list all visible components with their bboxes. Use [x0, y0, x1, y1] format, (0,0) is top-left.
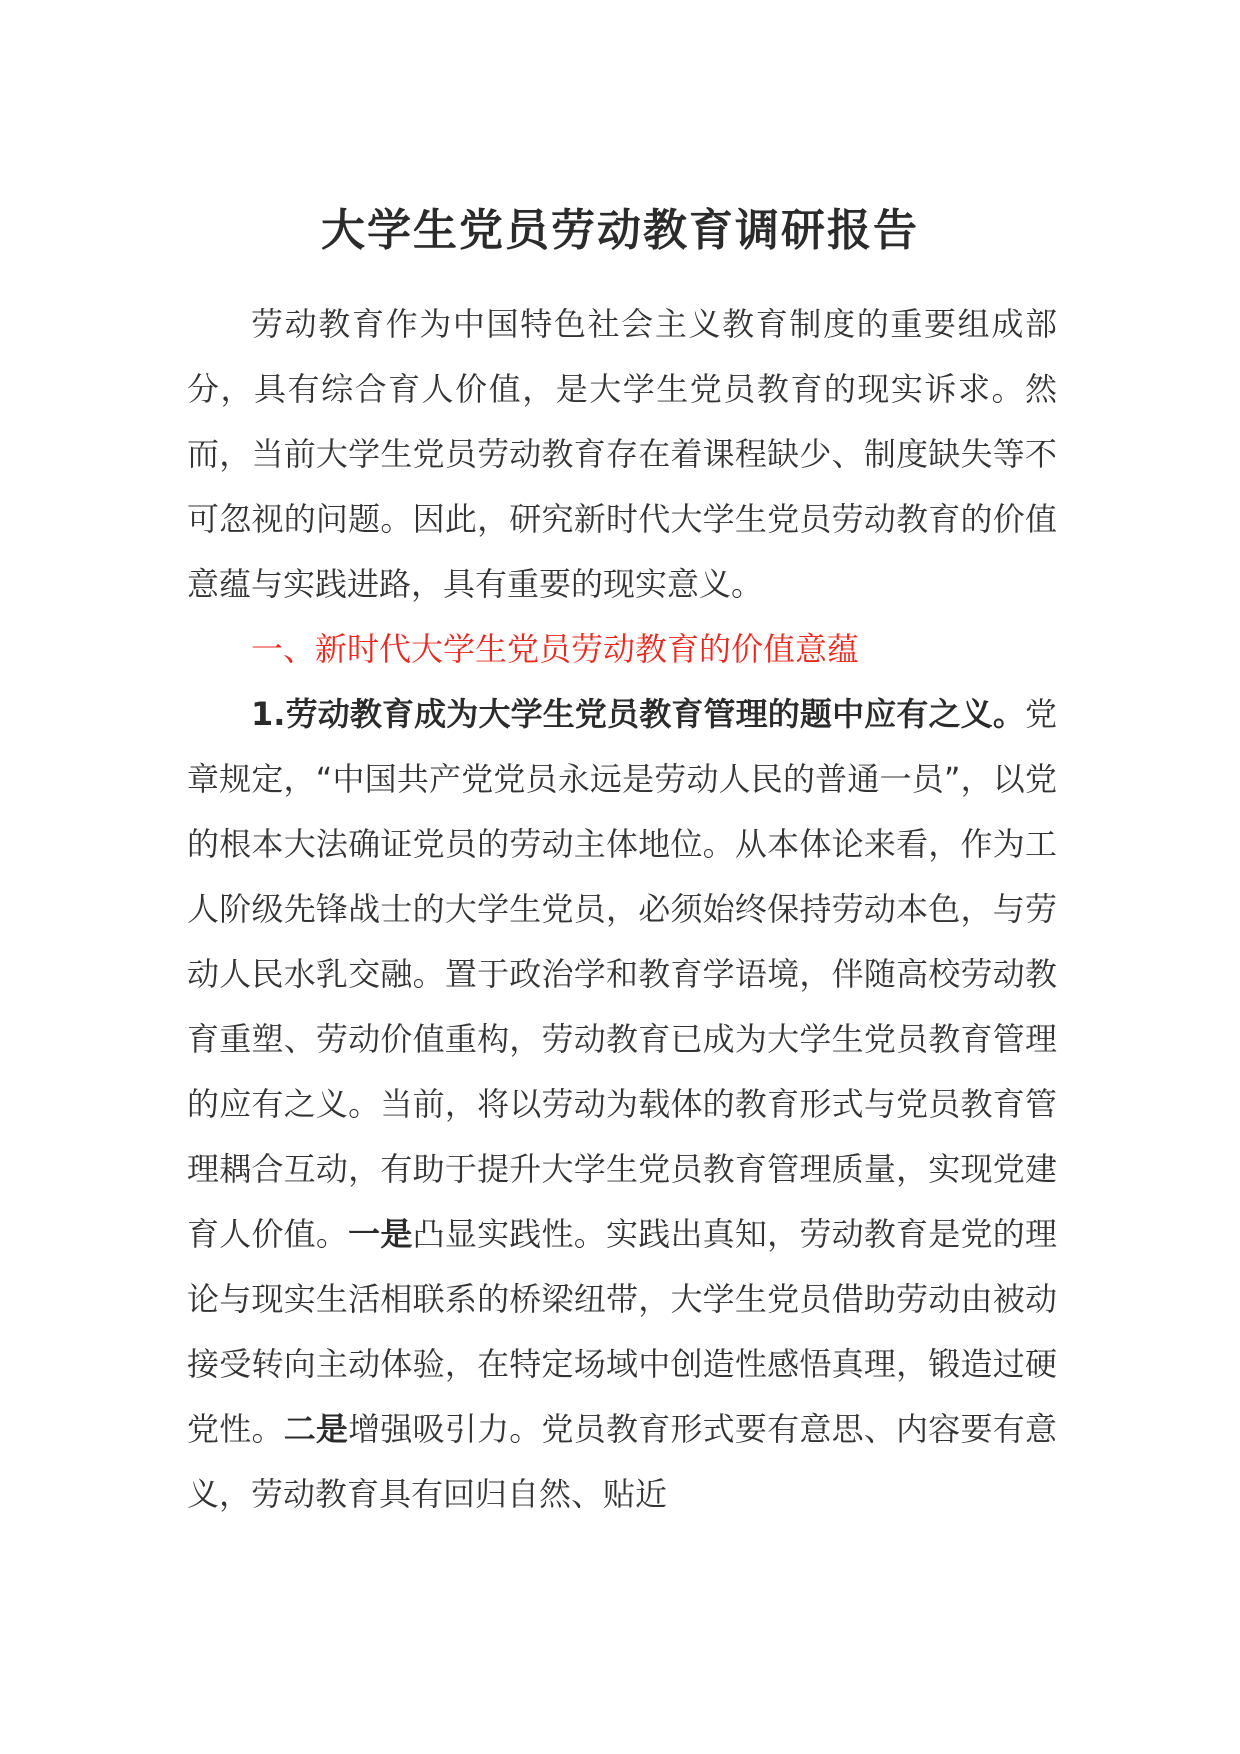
marker-first: 一是: [348, 1215, 413, 1253]
point-1-text-a: 党章规定，“中国共产党党员永远是劳动人民的普通一员”，以党的根本大法确证党员的劳动主体地位。从本体论来看，作为工人阶级先锋战士的大学生党员，必须始终保持劳动本色，与劳动人民水乳交融。置于政治学和教育学语境，伴随高校劳动教育重塑、劳动价值重构，劳动教育已成为大学生党员教育管理的应有之义。当前，将以劳动为载体的教育形式与党员教育管理耦合互动，有助于提升大学生党员教育管理质量，实现党建育人价值。: [187, 695, 1057, 1253]
document-title: 大学生党员劳动教育调研报告: [321, 205, 919, 256]
intro-paragraph: 劳动教育作为中国特色社会主义教育制度的重要组成部分，具有综合育人价值，是大学生党员教育的现实诉求。然而，当前大学生党员劳动教育存在着课程缺少、制度缺失等不可忽视的问题。因此，研究新时代大学生党员劳动教育的价值意蕴与实践进路，具有重要的现实意义。: [187, 305, 1057, 603]
point-1-paragraph: [187, 682, 1057, 1527]
point-1-text-b: 凸显实践性。实践出真知，劳动教育是党的理论与现实生活相联系的桥梁纽带，大学生党员借助劳动由被动接受转向主动体验，在特定场域中创造性感悟真理，锻造过硬党性。: [187, 1215, 1057, 1448]
marker-second: 二是: [283, 1410, 349, 1448]
point-1-title: 1.劳动教育成为大学生党员教育管理的题中应有之义。: [251, 695, 1025, 733]
document-body: [187, 292, 1057, 1527]
point-1-text-c: 增强吸引力。党员教育形式要有意思、内容要有意义，劳动教育具有回归自然、贴近: [187, 1410, 1057, 1513]
section-heading: 一、新时代大学生党员劳动教育的价值意蕴: [251, 630, 860, 668]
